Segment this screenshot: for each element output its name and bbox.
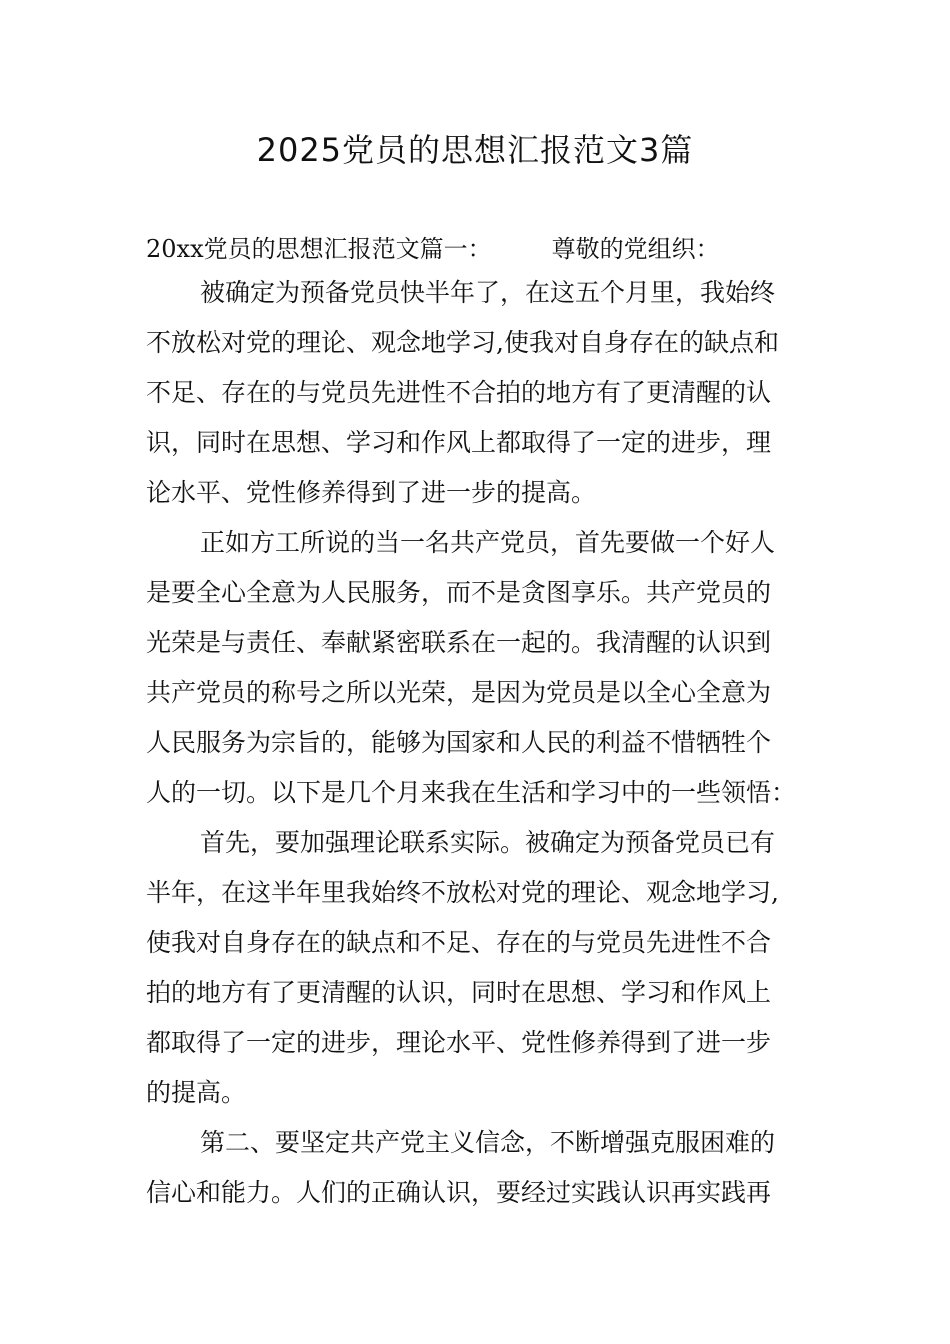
paragraph-line: 论水平、党性修养得到了进一步的提高。 xyxy=(146,478,597,507)
paragraph-line: 都取得了一定的进步，理论水平、党性修养得到了进一步 xyxy=(146,1028,772,1057)
paragraph-line: 共产党员的称号之所以光荣，是因为党员是以全心全意为 xyxy=(146,678,772,707)
paragraph-line: 使我对自身存在的缺点和不足、存在的与党员先进性不合 xyxy=(146,928,772,957)
paragraph-line: 首先，要加强理论联系实际。被确定为预备党员已有 xyxy=(200,828,776,857)
paragraph-line: 正如方工所说的当一名共产党员，首先要做一个好人 xyxy=(200,528,776,557)
document-body xyxy=(146,229,806,1223)
paragraph-line: 半年，在这半年里我始终不放松对党的理论、观念地学习, xyxy=(146,878,779,907)
paragraph-line: 第二、要坚定共产党主义信念，不断增强克服困难的 xyxy=(200,1128,776,1157)
greeting: 尊敬的党组织： xyxy=(551,235,720,263)
paragraph-line: 被确定为预备党员快半年了，在这五个月里，我始终 xyxy=(200,278,776,307)
document-title: 2025党员的思想汇报范文3篇 xyxy=(256,131,694,169)
paragraph-line: 不放松对党的理论、观念地学习,使我对自身存在的缺点和 xyxy=(146,328,779,357)
paragraph-line: 光荣是与责任、奉献紧密联系在一起的。我清醒的认识到 xyxy=(146,628,772,657)
paragraph-line: 识，同时在思想、学习和作风上都取得了一定的进步，理 xyxy=(146,428,772,457)
paragraph-line: 信心和能力。人们的正确认识，要经过实践认识再实践再 xyxy=(146,1178,772,1207)
paragraph-line: 拍的地方有了更清醒的认识，同时在思想、学习和作风上 xyxy=(146,978,772,1007)
section-heading: 20xx党员的思想汇报范文篇一： xyxy=(146,235,492,263)
intro-line xyxy=(146,229,806,273)
paragraph-line: 人民服务为宗旨的，能够为国家和人民的利益不惜牺牲个 xyxy=(146,728,772,757)
paragraph-line: 不足、存在的与党员先进性不合拍的地方有了更清醒的认 xyxy=(146,378,772,407)
paragraph-line: 是要全心全意为人民服务，而不是贪图享乐。共产党员的 xyxy=(146,578,772,607)
paragraph-line: 人的一切。以下是几个月来我在生活和学习中的一些领悟： xyxy=(146,778,797,807)
paragraph-line: 的提高。 xyxy=(146,1078,247,1107)
